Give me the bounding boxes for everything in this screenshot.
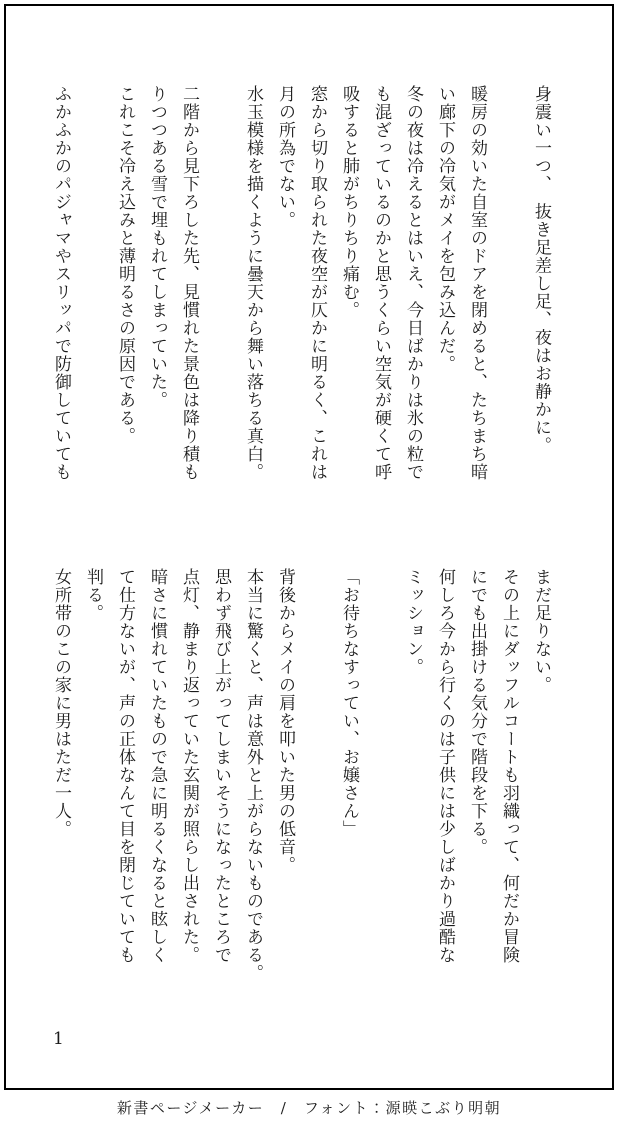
- text-line: にでも出掛ける気分で階段を下る。: [467, 568, 487, 856]
- footer-credit: 新書ページメーカー / フォント：源暎こぶり明朝: [116, 1099, 502, 1117]
- text-line: まだ足りない。: [531, 568, 551, 694]
- text-line: 判る。: [83, 568, 103, 622]
- text-line: 女所帯のこの家に男はただ一人。: [51, 568, 71, 838]
- page-number: 1: [53, 1029, 64, 1049]
- text-line: その上にダッフルコートも羽織って、何だか冒険: [499, 568, 519, 964]
- text-line: 窓から切り取られた夜空が仄かに明るく、これは: [307, 85, 327, 481]
- text-line: 身震い一つ、 抜き足差し足、夜はお静かに。: [531, 85, 551, 455]
- text-line: 「お待ちなすってい、お嬢さん」: [339, 568, 359, 838]
- text-line: りつつある雪で埋もれてしまっていた。: [147, 85, 167, 409]
- text-line: 何しろ今から行くのは子供には少しばかり過酷な: [435, 568, 455, 964]
- blank-line: [205, 85, 237, 495]
- text-line: これこそ冷え込みと薄明るさの原因である。: [115, 85, 135, 445]
- text-line: 本当に驚くと、声は意外と上がらないものである。: [243, 568, 263, 982]
- page-frame: [4, 4, 614, 1090]
- blank-line: [301, 568, 333, 996]
- text-line: い廊下の冷気がメイを包み込んだ。: [435, 85, 455, 373]
- text-line: て仕方ないが、声の正体なんて目を閉じていても: [115, 568, 135, 964]
- blank-line: [365, 568, 397, 996]
- text-block-bottom: [45, 568, 557, 996]
- text-line: 冬の夜は冷えるとはいえ、今日ばかりは氷の粒で: [403, 85, 423, 481]
- text-line: 二階から見下ろした先、見慣れた景色は降り積も: [179, 85, 199, 481]
- text-line: 吸すると肺がちりちり痛む。: [339, 85, 359, 319]
- text-line: 思わず飛び上がってしまいそうになったところで: [211, 568, 231, 964]
- text-line: 暖房の効いた自室のドアを閉めると、たちまち暗: [467, 85, 487, 481]
- text-line: 背後からメイの肩を叩いた男の低音。: [275, 568, 295, 874]
- text-line: も混ざっているのかと思うくらい空気が硬くて呼: [371, 85, 391, 481]
- text-line: ふかふかのパジャマやスリッパで防御していても: [51, 85, 71, 481]
- blank-line: [77, 85, 109, 495]
- text-line: 暗さに慣れていたもので急に明るくなると眩しく: [147, 568, 167, 964]
- text-line: 点灯、静まり返っていた玄関が照らし出された。: [179, 568, 199, 964]
- text-line: 水玉模様を描くように曇天から舞い落ちる真白。: [243, 85, 263, 481]
- text-line: 月の所為でない。: [275, 85, 295, 229]
- text-block-top: [45, 85, 557, 495]
- blank-line: [493, 85, 525, 495]
- text-line: ミッション。: [403, 568, 423, 676]
